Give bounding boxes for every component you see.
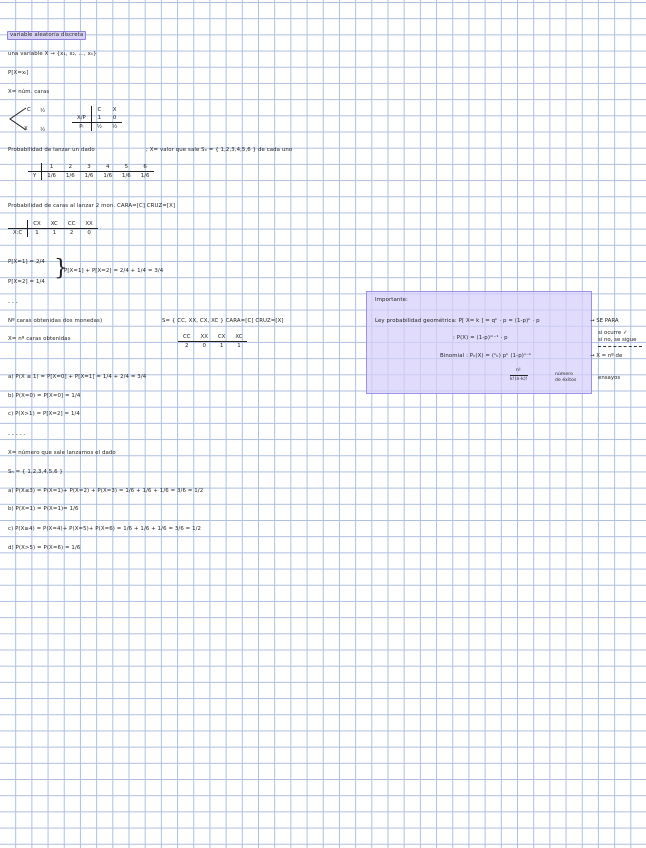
table-cell: XC xyxy=(46,220,63,229)
table-cell: XX xyxy=(80,220,97,229)
table-cell: CX xyxy=(28,220,46,229)
table-cell: X/P xyxy=(72,114,91,123)
table-cell: Pᵢ xyxy=(72,123,91,132)
dice-answer-c: c) P(X≥4) = P(X=4)+ P(X=5)+ P(X=6) = 1/6 + 1/6 + 1/6 = 3/6 = 1/2 xyxy=(8,526,202,532)
table-cell: 5 xyxy=(117,163,136,172)
coin-table xyxy=(72,106,122,131)
table-cell: 6 xyxy=(136,163,155,172)
coins-heading: Probabilidad de caras al lanzar 2 mon. CARA=[C] CRUZ=[X] xyxy=(8,203,176,209)
table-cell: 1/6 xyxy=(47,173,56,179)
tree-label-x: X xyxy=(24,126,28,132)
dice-heading: Probabilidad de lanzar un dado xyxy=(8,147,95,153)
binomial-formula: Binomial : Pₙ(X) = (ⁿₖ) pᵏ (1-p)ⁿ⁻ᵏ xyxy=(440,353,532,359)
table-cell: 1/6 xyxy=(103,173,113,179)
dice-answer-b: b) P(X=1) = P(X=1)= 1/6 xyxy=(8,506,79,512)
tree-prob-x: ½ xyxy=(40,127,46,133)
dice-heading-detail: ; X= valor que sale Sₙ = { 1,2,3,4,5,6 } de cada uno xyxy=(146,147,293,153)
side-note: → SE PARA xyxy=(590,318,619,324)
table-cell: 1 xyxy=(35,230,39,236)
table-cell: 1 xyxy=(42,163,61,172)
tree-prob-c: ½ xyxy=(40,108,46,114)
divider xyxy=(598,346,642,347)
outcomes-table xyxy=(178,333,247,350)
coins-table xyxy=(8,220,98,237)
variable-definition: X= núm. caras xyxy=(8,89,50,95)
geometric-formula: : P(X) = (1-p)ᵐ⁻¹ · p xyxy=(453,335,508,341)
table-cell: 4 xyxy=(98,163,117,172)
annotation: de éxitos xyxy=(555,378,577,383)
side-note: → X = nº de xyxy=(590,353,623,359)
tree-label-c: C xyxy=(27,107,31,113)
table-cell: 1 xyxy=(52,230,56,236)
dice-answer-d: d) P(X>5) = P(X=6) = 1/6 xyxy=(8,545,81,551)
table-cell: C xyxy=(97,107,102,113)
table-cell: 1/6 xyxy=(84,173,94,179)
table-cell: XC xyxy=(230,333,247,342)
table-cell: 0 xyxy=(87,230,91,236)
table-cell: ½ xyxy=(96,124,102,130)
page-title: variable aleatoria discreta xyxy=(7,31,86,40)
answer-b: b) P(X=0) = P[X=0] = 1/4 xyxy=(8,393,81,399)
table-cell: CC xyxy=(178,333,196,342)
table-cell: X:C xyxy=(8,229,28,238)
table-cell: ½ xyxy=(112,124,118,130)
prob-sum: P[X=1] + P[X=2] = 2/4 + 1/4 = 3/4 xyxy=(64,268,164,274)
brace-icon: } xyxy=(54,256,68,281)
prob-line: P[X=2] = 1/4 xyxy=(8,279,45,285)
answer-a: a) P(X ≤ 1) = P[X=0] + P[X=1] = 1/4 + 2/4 = 3/4 xyxy=(8,374,147,380)
table-cell: Y xyxy=(28,172,42,181)
annotation: número xyxy=(555,372,573,377)
table-cell: 1 xyxy=(219,343,224,349)
variable-definition: X= nº caras obtenidas xyxy=(8,336,71,342)
separator: - - - - - xyxy=(8,432,26,438)
table-cell: 2 xyxy=(185,343,189,349)
table-cell: CC xyxy=(63,220,81,229)
sample-space: S= { CC, XX, CX, XC } CARA=[C] CRUZ=[X] xyxy=(162,318,284,324)
coins-count-heading: Nº caras obtenidas dos monedas) xyxy=(8,318,103,324)
table-cell: 3 xyxy=(80,163,99,172)
side-note: ensayos xyxy=(598,375,621,381)
table-cell xyxy=(8,220,28,229)
combination-denominator: k!(n-k)! xyxy=(510,377,528,382)
probability-notation: P[X=xᵢ] xyxy=(8,70,29,76)
dice-table xyxy=(28,163,154,180)
combination-numerator: n! xyxy=(516,368,521,373)
separator: - - - xyxy=(8,300,18,306)
definition-line: una variable X → {x₁, x₂, ..., xₙ} xyxy=(8,51,97,57)
table-cell: 1 xyxy=(91,114,107,123)
table-cell: 1/6 xyxy=(140,173,150,179)
geometric-law: Ley probabilidad geométrica: P[ X= k ] = qᵏ · p = (1-p)ᵏ · p xyxy=(375,318,540,324)
dice-sample-space: Sₙ = { 1,2,3,4,5,6 } xyxy=(8,469,63,475)
prob-line: P[X=1] = 2/4 xyxy=(8,259,45,265)
side-note: si no, se sigue xyxy=(598,337,637,343)
table-cell: CX xyxy=(213,333,230,342)
table-cell: 0 xyxy=(202,343,206,349)
side-note: si ocurre ✓ xyxy=(598,330,628,336)
table-cell: 1/6 xyxy=(122,173,131,179)
table-cell: 1 xyxy=(237,343,241,349)
dice-answer-a: a) P(X≤3) = P(X=1)+ P(X=2) + P(X=3) = 1/6 + 1/6 + 1/6 = 3/6 = 1/2 xyxy=(8,488,204,494)
answer-c: c) P(X>1) = P[X=2] = 1/4 xyxy=(8,411,80,417)
table-cell: 1/6 xyxy=(65,173,75,179)
important-heading: Importante: xyxy=(375,297,408,303)
dice-variable: X= número que sale lanzamos el dado xyxy=(8,450,116,456)
table-cell: X xyxy=(112,107,117,113)
table-cell: 2 xyxy=(69,230,74,236)
table-cell: XX xyxy=(196,333,213,342)
table-cell xyxy=(28,163,42,172)
table-cell: 2 xyxy=(61,163,80,172)
table-cell: 0 xyxy=(107,114,122,123)
